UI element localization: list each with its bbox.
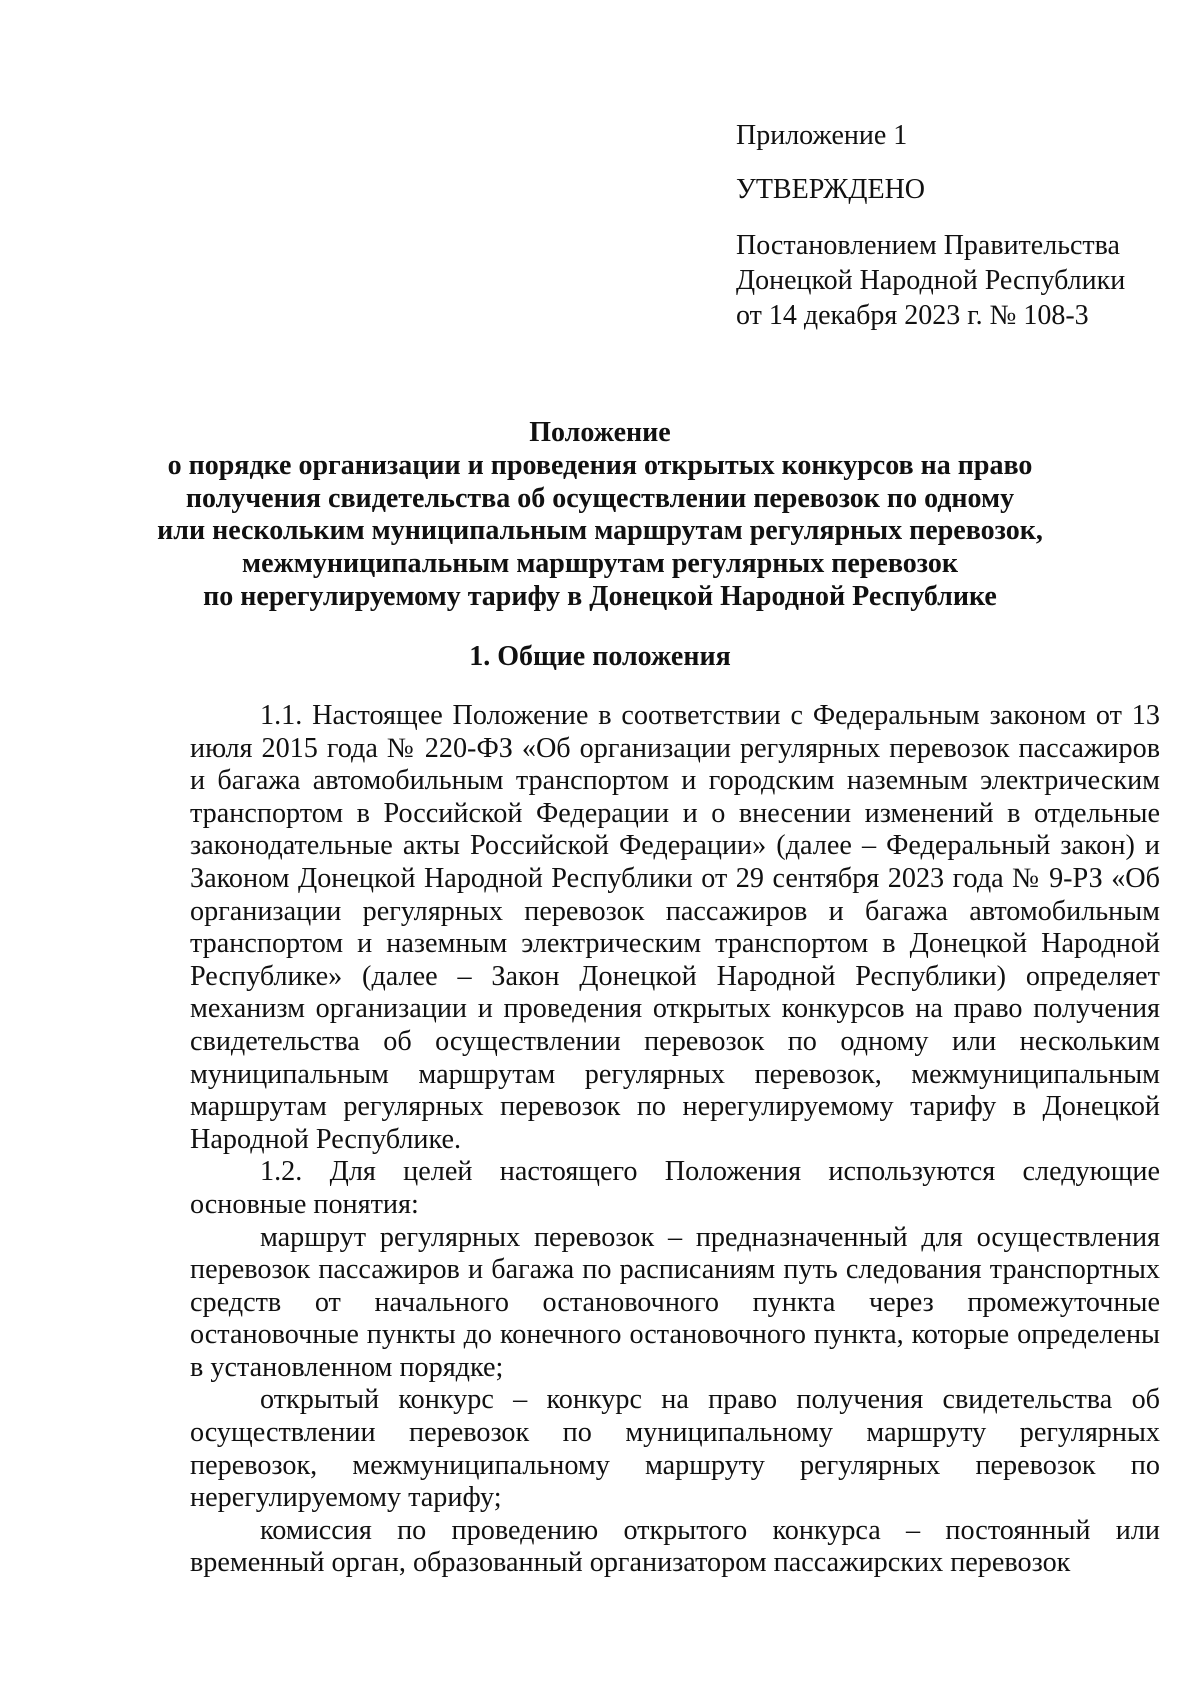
title-line: получения свидетельства об осуществлении перевозок по одному: [185, 482, 1015, 514]
decree-line: от 14 декабря 2023 г. № 108-3: [736, 300, 1089, 331]
paragraph: открытый конкурс – конкурс на право получения свидетельства об осуществлении перевозок по муниципальному маршруту регулярных перевозок, межмуниципальному маршруту регулярных перевозок по нерегулируемому тарифу;: [190, 1384, 1160, 1514]
decree-line: Донецкой Народной Республики: [736, 265, 1126, 296]
title-line: о порядке организации и проведения открытых конкурсов на право: [167, 449, 1033, 481]
title-line: Положение: [529, 417, 671, 448]
title-line: по нерегулируемому тарифу в Донецкой Народной Республике: [203, 580, 997, 612]
section-heading: 1. Общие положения: [469, 641, 731, 672]
approval-stamp-block: [736, 118, 1125, 333]
decree-line: Постановлением Правительства: [736, 230, 1120, 261]
paragraph: маршрут регулярных перевозок – предназначенный для осуществления перевозок пассажиров и багажа по расписаниям путь следования транспортных средств от начального остановочного пункта через промежуточные остановочные пункты до конечного остановочного пункта, которые определены в установленном порядке;: [190, 1221, 1160, 1383]
paragraph: 1.2. Для целей настоящего Положения используются следующие основные понятия:: [190, 1156, 1160, 1220]
paragraph: 1.1. Настоящее Положение в соответствии с Федеральным законом от 13 июля 2015 года № 220-ФЗ «Об организации регулярных перевозок пассажиров и багажа автомобильным транспортом и городским наземным электрическим транспортом в Российской Федерации и о внесении изменений в отдельные законодательные акты Российской Федерации» (далее – Федеральный закон) и Законом Донецкой Народной Республики от 29 сентября 2023 года № 9-РЗ «Об организации регулярных перевозок пассажиров и багажа автомобильным транспортом и наземным электрическим транспортом в Донецкой Народной Республике» (далее – Закон Донецкой Народной Республики) определяет механизм организации и проведения открытых конкурсов на право получения свидетельства об осуществлении перевозок по одному или нескольким муниципальным маршрутам регулярных перевозок, межмуниципальным маршрутам регулярных перевозок по нерегулируемому тарифу в Донецкой Народной Республике.: [190, 700, 1160, 1155]
annex-label: Приложение 1: [736, 120, 908, 151]
paragraph: комиссия по проведению открытого конкурса – постоянный или временный орган, образованный организатором пассажирских перевозок: [190, 1514, 1160, 1579]
document-title: [150, 417, 1050, 614]
title-line: межмуниципальным маршрутам регулярных перевозок: [242, 548, 958, 579]
title-line: или нескольким муниципальным маршрутам регулярных перевозок,: [157, 515, 1043, 547]
decree-reference: [736, 228, 1125, 333]
approved-label: УТВЕРЖДЕНО: [736, 174, 926, 205]
section-body: [190, 700, 1160, 1580]
